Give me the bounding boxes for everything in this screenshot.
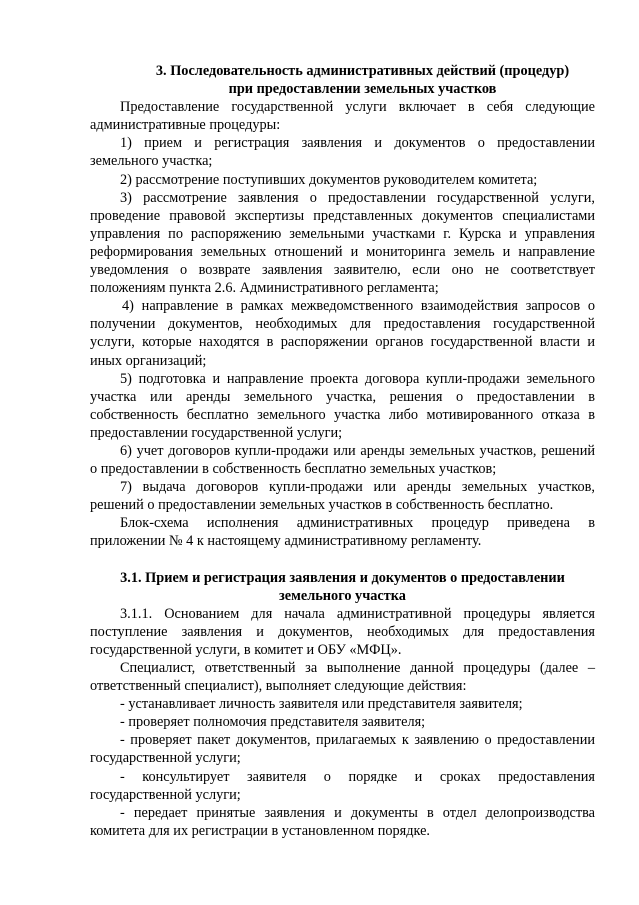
- procedure-item-3: 3) рассмотрение заявления о предоставлении государственной услуги, проведение правовой экспертизы представленных документов специалистами управления по распоряжению земельными участками г. Курска и управления реформирования земельных отношений и мониторинга земель и направление уведомления о возврате заявления заявителю, если оно не соответствует положениям пункта 2.6. Административного регламента;: [90, 189, 595, 297]
- action-item-3: - проверяет пакет документов, прилагаемых к заявлению о предоставлении государственной услуги;: [90, 732, 595, 767]
- procedure-item-4: 4) направление в рамках межведомственного взаимодействия запросов о получении документов, необходимых для предоставления государственной услуги, которые находятся в распоряжении органов государственной власти и иных организаций;: [90, 298, 595, 369]
- section-3-1-heading-line1: 3.1. Прием и регистрация заявления и документов о предоставлении: [120, 569, 565, 586]
- procedure-item-5: 5) подготовка и направление проекта договора купли-продажи земельного участка или аренды земельного участка, решения о предоставлении в собственность бесплатно земельного участка либо мотивированного отказа в предоставлении государственной услуги;: [90, 370, 595, 441]
- section-3-heading-line2: при предоставлении земельных участков: [228, 81, 497, 98]
- action-item-2: - проверяет полномочия представителя заявителя;: [120, 714, 426, 731]
- section-3-1-paragraph-1: 3.1.1. Основанием для начала административной процедуры является поступление заявления и документов, необходимых для предоставления государственной услуги, в комитет и ОБУ «МФЦ».: [90, 605, 595, 658]
- action-item-1: - устанавливает личность заявителя или представителя заявителя;: [120, 696, 523, 713]
- section-3-1-paragraph-2: Специалист, ответственный за выполнение данной процедуры (далее – ответственный специалист), выполняет следующие действия:: [90, 660, 595, 695]
- section-3-heading-line1: 3. Последовательность административных действий (процедур): [155, 63, 570, 79]
- action-item-5: - передает принятые заявления и документы в отдел делопроизводства комитета для их регистрации в установленном порядке.: [90, 804, 595, 839]
- procedure-item-6: 6) учет договоров купли-продажи или аренды земельных участков, решений о предоставлении в собственность бесплатно земельных участков;: [90, 442, 595, 478]
- document-page: [90, 62, 595, 840]
- section-3-1-heading: [90, 569, 595, 605]
- section-3-intro: Предоставление государственной услуги включает в себя следующие административные процедуры:: [90, 99, 595, 134]
- section-3-1-heading-line2: земельного участка: [279, 587, 406, 604]
- procedure-item-2: 2) рассмотрение поступивших документов руководителем комитета;: [120, 171, 538, 188]
- procedure-item-1: 1) прием и регистрация заявления и документов о предоставлении земельного участка;: [90, 135, 595, 170]
- section-3-heading: [90, 62, 595, 98]
- action-item-4: - консультирует заявителя о порядке и сроках предоставления государственной услуги;: [90, 768, 595, 803]
- section-gap: [90, 551, 595, 569]
- procedure-item-7: 7) выдача договоров купли-продажи или аренды земельных участков, решений о предоставлении земельных участков в собственность бесплатно.: [90, 479, 595, 514]
- section-3-closing: Блок-схема исполнения административных процедур приведена в приложении № 4 к настоящему административному регламенту.: [90, 515, 595, 550]
